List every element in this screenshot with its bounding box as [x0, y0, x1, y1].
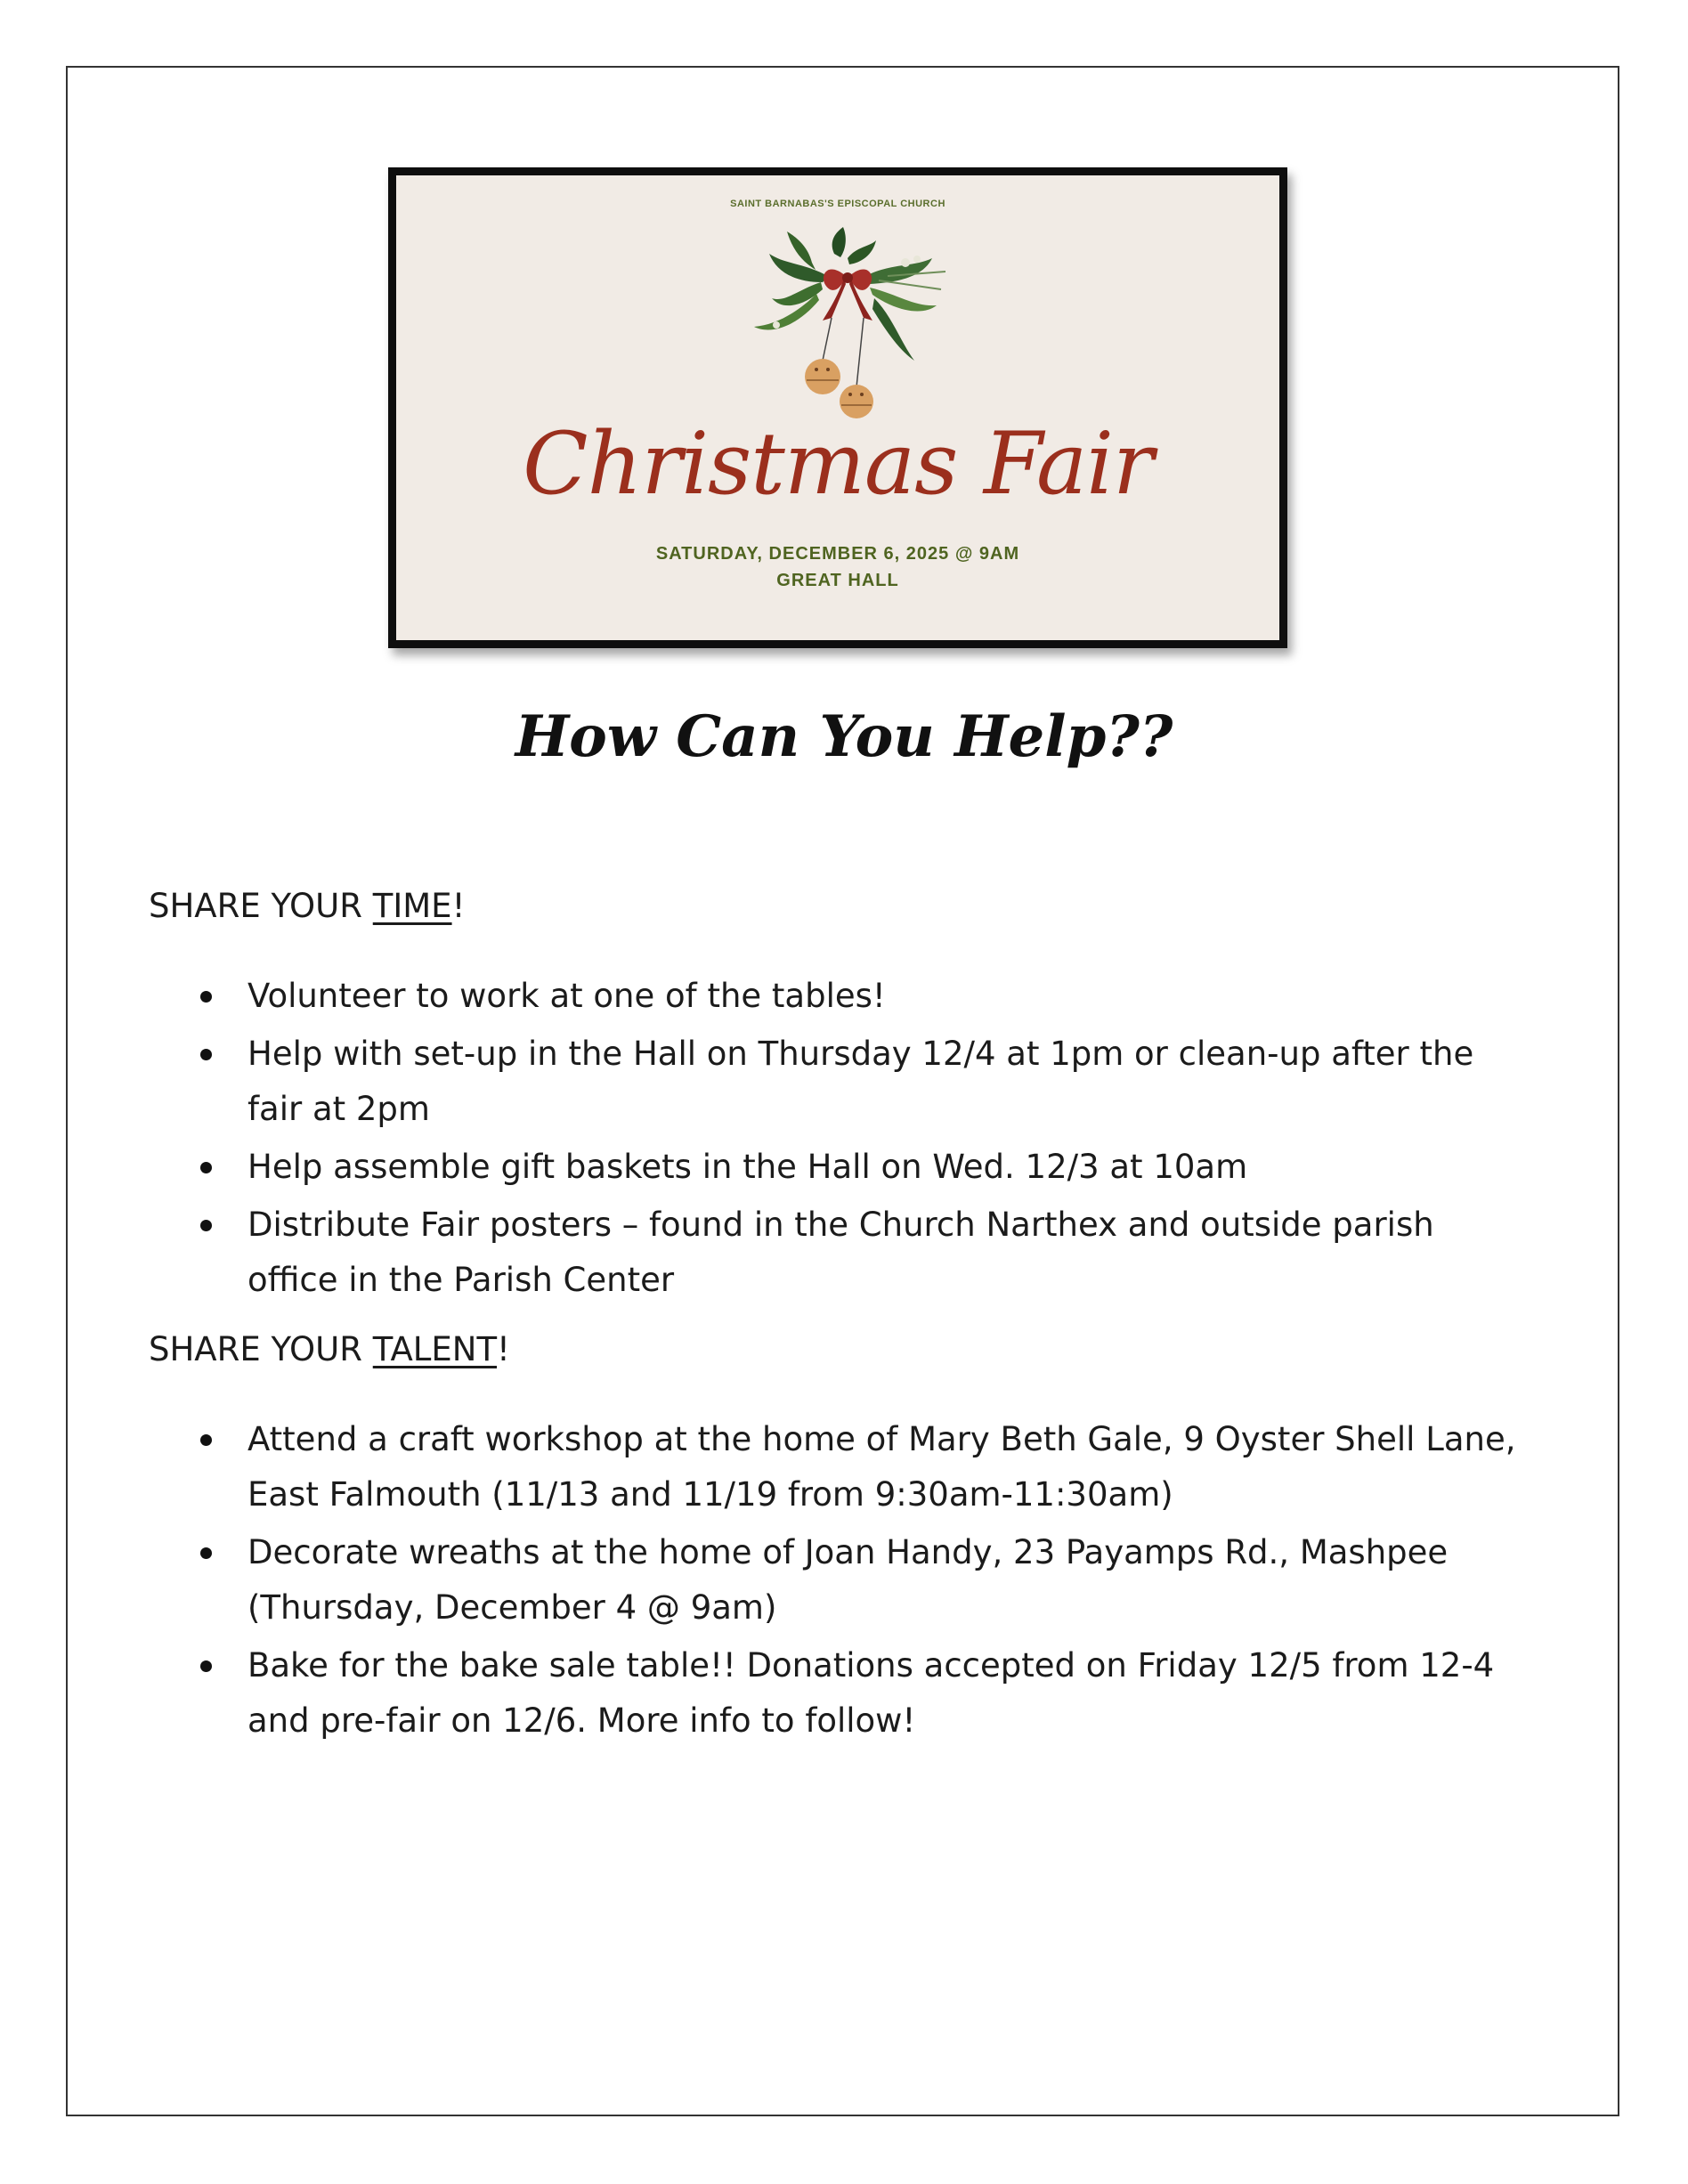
section-heading-prefix: SHARE YOUR	[149, 1330, 373, 1368]
list-item: Volunteer to work at one of the tables!	[149, 969, 1520, 1024]
banner-date: SATURDAY, DECEMBER 6, 2025 @ 9AM	[655, 544, 1020, 564]
page-heading: How Can You Help??	[515, 703, 1173, 770]
christmas-fair-banner	[388, 167, 1287, 648]
list-item: Help with set-up in the Hall on Thursday 12/4 at 1pm or clean-up after the fair at 2pm	[149, 1027, 1520, 1137]
holly-ornament-illustration	[723, 227, 954, 418]
banner-venue: GREAT HALL	[776, 571, 899, 590]
time-list	[149, 969, 1520, 1311]
list-item: Distribute Fair posters – found in the Church Narthex and outside parish office in the Parish Center	[149, 1198, 1520, 1308]
section-heading-keyword: TIME	[372, 887, 452, 925]
section-heading-prefix: SHARE YOUR	[149, 887, 373, 925]
talent-list	[149, 1412, 1520, 1751]
list-item: Help assemble gift baskets in the Hall on Wed. 12/3 at 10am	[149, 1140, 1520, 1195]
list-item: Attend a craft workshop at the home of Mary Beth Gale, 9 Oyster Shell Lane, East Falmouth (11/13 and 11/19 from 9:30am-11:30am)	[149, 1412, 1520, 1522]
list-item: Decorate wreaths at the home of Joan Handy, 23 Payamps Rd., Mashpee (Thursday, December 4 @ 9am)	[149, 1525, 1520, 1636]
section-heading-talent	[149, 1330, 510, 1368]
list-item: Bake for the bake sale table!! Donations accepted on Friday 12/5 from 12-4 and pre-fair on 12/6. More info to follow!	[149, 1638, 1520, 1749]
section-heading-keyword: TALENT	[372, 1330, 498, 1368]
banner-church-name: SAINT BARNABAS'S EPISCOPAL CHURCH	[730, 199, 945, 209]
section-heading-suffix: !	[451, 887, 466, 925]
banner-title: Christmas Fair	[523, 414, 1153, 514]
section-heading-suffix: !	[497, 1330, 510, 1368]
section-heading-time	[149, 887, 465, 925]
